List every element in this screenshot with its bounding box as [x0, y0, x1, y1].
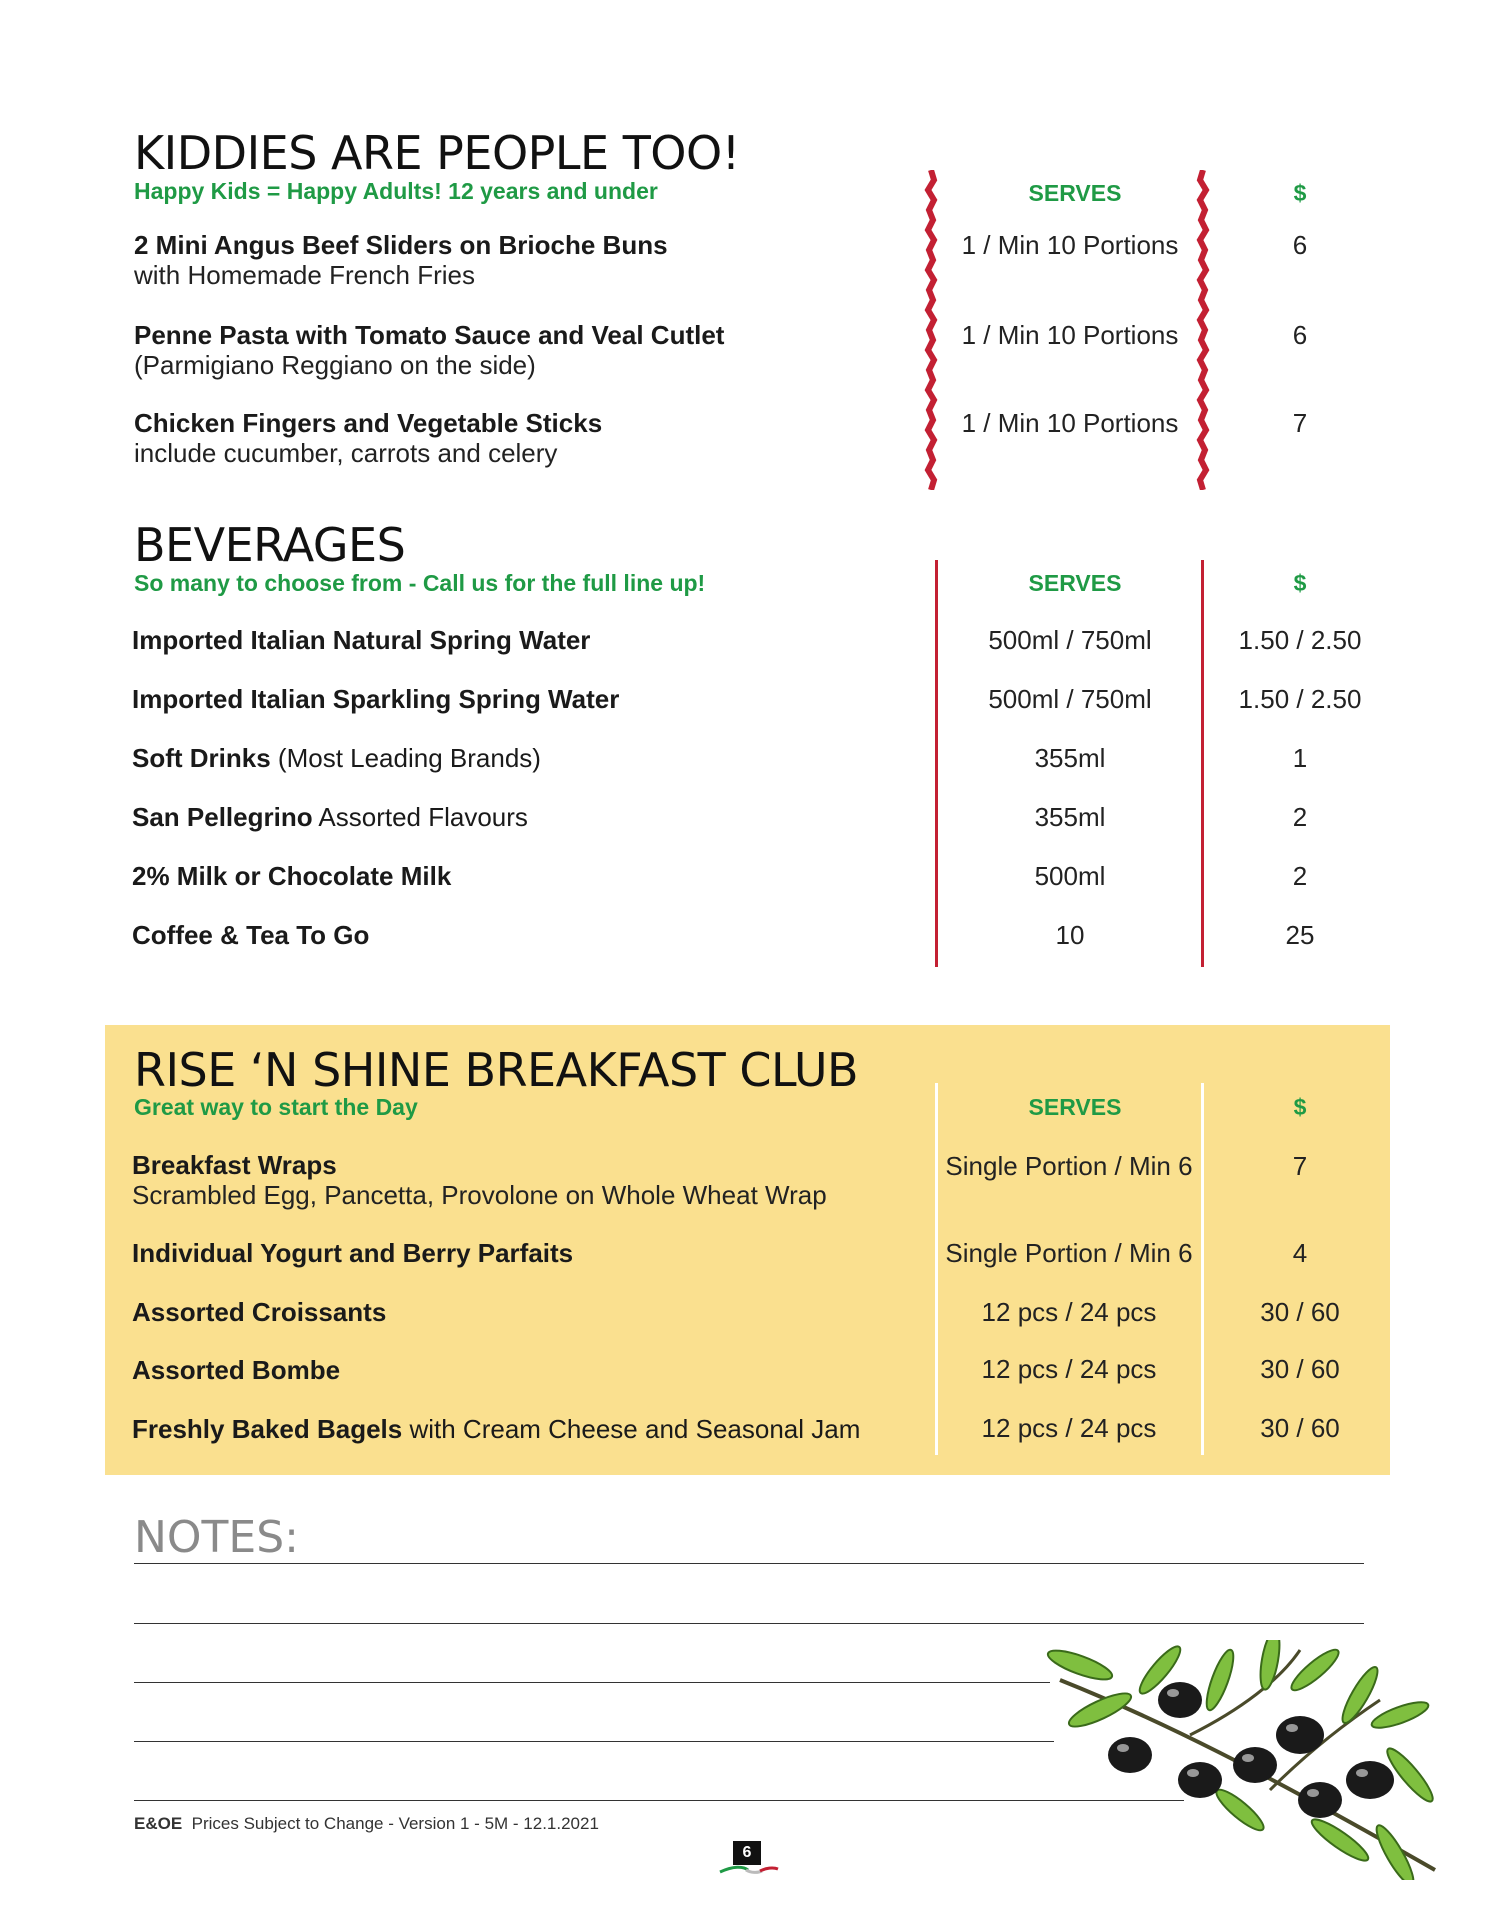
beverage-item-price: 25 — [1285, 920, 1315, 950]
beverage-item-serves: 355ml — [1034, 802, 1106, 832]
beverage-item-price: 1.50 / 2.50 — [1238, 684, 1362, 714]
kiddies-item-name: 2 Mini Angus Beef Sliders on Brioche Buns — [134, 230, 668, 260]
kiddies-item-serves: 1 / Min 10 Portions — [961, 408, 1179, 438]
breakfast-item-serves: 12 pcs / 24 pcs — [981, 1297, 1157, 1327]
breakfast-item-extra: with Cream Cheese and Seasonal Jam — [402, 1414, 861, 1444]
beverage-item-price: 2 — [1292, 861, 1308, 891]
beverage-item-extra: (Most Leading Brands) — [270, 743, 541, 773]
kiddies-price-header: $ — [1293, 180, 1307, 206]
footer-text: Prices Subject to Change - Version 1 - 5M - 12.1.2021 — [191, 1814, 599, 1833]
notes-line — [134, 1741, 1054, 1742]
kiddies-item — [134, 230, 668, 290]
beverage-item-name: Imported Italian Sparkling Spring Water — [132, 684, 620, 714]
breakfast-item — [132, 1297, 386, 1327]
breakfast-item — [132, 1414, 860, 1444]
beverage-item-price: 1 — [1292, 743, 1308, 773]
olive-branch-icon — [1040, 1640, 1450, 1880]
beverage-item — [132, 625, 590, 655]
breakfast-subtitle: Great way to start the Day — [134, 1094, 418, 1120]
beverages-price-header: $ — [1293, 570, 1307, 596]
breakfast-item-name: Individual Yogurt and Berry Parfaits — [132, 1238, 574, 1268]
breakfast-divider-right — [1201, 1083, 1204, 1455]
breakfast-item-serves: 12 pcs / 24 pcs — [981, 1413, 1157, 1443]
kiddies-item-desc: with Homemade French Fries — [134, 260, 475, 290]
kiddies-item-name: Chicken Fingers and Vegetable Sticks — [134, 408, 603, 438]
beverage-item-serves: 10 — [1055, 920, 1085, 950]
beverage-item-price: 2 — [1292, 802, 1308, 832]
beverages-serves-header: SERVES — [1028, 570, 1122, 596]
breakfast-item-price: 30 / 60 — [1260, 1354, 1340, 1384]
kiddies-item — [134, 320, 724, 380]
notes-line — [134, 1563, 1364, 1564]
kiddies-item-name: Penne Pasta with Tomato Sauce and Veal Cutlet — [134, 320, 725, 350]
beverage-item — [132, 802, 528, 832]
kiddies-item-price: 6 — [1292, 320, 1308, 350]
beverages-divider-right — [1201, 560, 1204, 967]
beverage-item — [132, 684, 619, 714]
breakfast-serves-header: SERVES — [1028, 1094, 1122, 1120]
breakfast-item-name: Assorted Croissants — [132, 1297, 387, 1327]
breakfast-item-name: Breakfast Wraps — [132, 1150, 337, 1180]
beverage-item — [132, 920, 369, 950]
breakfast-item — [132, 1150, 827, 1210]
beverage-item-price: 1.50 / 2.50 — [1238, 625, 1362, 655]
beverage-item-name: Coffee & Tea To Go — [132, 920, 370, 950]
footer-eoe: E&OE — [134, 1814, 183, 1833]
breakfast-item-serves: 12 pcs / 24 pcs — [981, 1354, 1157, 1384]
beverage-item — [132, 743, 541, 773]
kiddies-item-serves: 1 / Min 10 Portions — [961, 230, 1179, 260]
kiddies-item-desc: (Parmigiano Reggiano on the side) — [134, 350, 536, 380]
notes-line — [134, 1682, 1050, 1683]
beverages-subtitle: So many to choose from - Call us for the full line up! — [134, 570, 706, 596]
breakfast-item-price: 7 — [1292, 1151, 1308, 1181]
beverage-item — [132, 861, 451, 891]
beverage-item-name: 2% Milk or Chocolate Milk — [132, 861, 452, 891]
beverage-item-serves: 500ml / 750ml — [988, 625, 1152, 655]
breakfast-item-desc: Scrambled Egg, Pancetta, Provolone on Whole Wheat Wrap — [132, 1180, 827, 1210]
breakfast-item — [132, 1355, 340, 1385]
breakfast-item-name: Assorted Bombe — [132, 1355, 341, 1385]
kiddies-serves-header: SERVES — [1028, 180, 1122, 206]
beverage-item-extra: Assorted Flavours — [312, 802, 528, 832]
kiddies-item-serves: 1 / Min 10 Portions — [961, 320, 1179, 350]
breakfast-item-serves: Single Portion / Min 6 — [945, 1238, 1193, 1268]
page-number: 6 — [733, 1841, 761, 1865]
breakfast-item — [132, 1238, 573, 1268]
kiddies-item-price: 7 — [1292, 408, 1308, 438]
flag-swoosh-icon — [718, 1864, 780, 1876]
beverages-divider-left — [935, 560, 938, 967]
kiddies-item — [134, 408, 602, 468]
kiddies-title: KIDDIES ARE PEOPLE TOO! — [134, 126, 740, 180]
breakfast-price-header: $ — [1293, 1094, 1307, 1120]
notes-line — [134, 1800, 1184, 1801]
breakfast-item-price: 30 / 60 — [1260, 1413, 1340, 1443]
notes-line — [134, 1623, 1364, 1624]
beverage-item-name: San Pellegrino — [132, 802, 313, 832]
breakfast-item-price: 30 / 60 — [1260, 1297, 1340, 1327]
breakfast-divider-left — [935, 1083, 938, 1455]
beverage-item-serves: 500ml — [1034, 861, 1106, 891]
beverage-item-serves: 355ml — [1034, 743, 1106, 773]
breakfast-title: RISE ‘N SHINE BREAKFAST CLUB — [134, 1043, 859, 1097]
beverage-item-serves: 500ml / 750ml — [988, 684, 1152, 714]
beverage-item-name: Soft Drinks — [132, 743, 271, 773]
breakfast-item-serves: Single Portion / Min 6 — [945, 1151, 1193, 1181]
beverages-title: BEVERAGES — [134, 518, 406, 572]
kiddies-item-price: 6 — [1292, 230, 1308, 260]
breakfast-item-name: Freshly Baked Bagels — [132, 1414, 403, 1444]
breakfast-item-price: 4 — [1292, 1238, 1308, 1268]
footer — [134, 1814, 599, 1834]
kiddies-divider-left — [924, 170, 938, 490]
kiddies-item-desc: include cucumber, carrots and celery — [134, 438, 558, 468]
beverage-item-name: Imported Italian Natural Spring Water — [132, 625, 591, 655]
kiddies-subtitle: Happy Kids = Happy Adults! 12 years and under — [134, 178, 658, 204]
notes-title: NOTES: — [134, 1512, 299, 1563]
